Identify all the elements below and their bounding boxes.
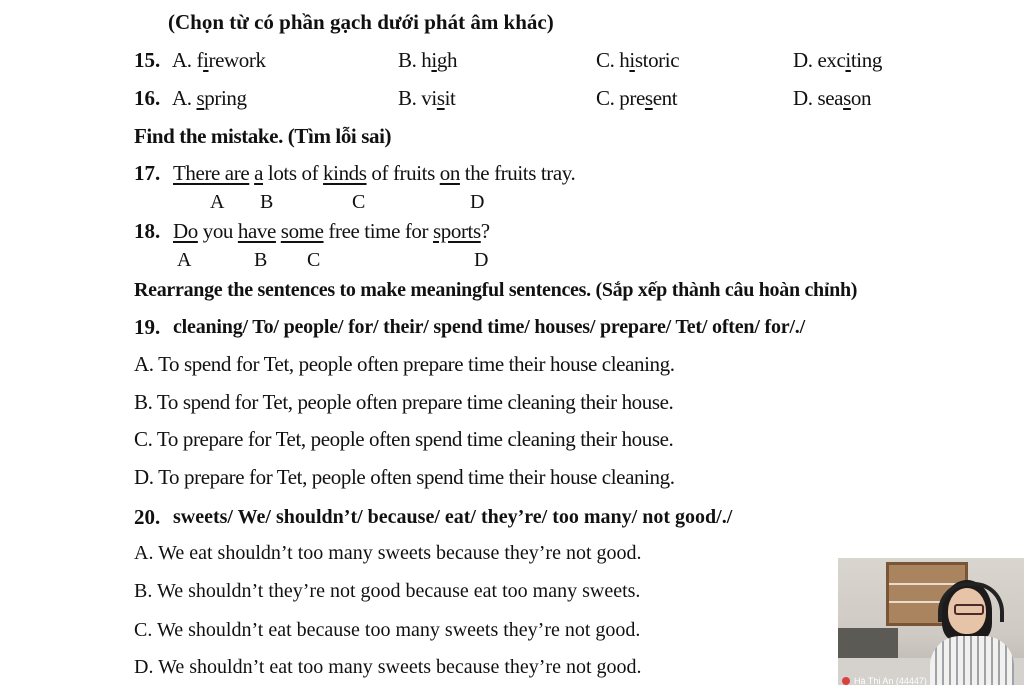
q20-option-c: C. We shouldn’t eat because too many sweets they’re not good. — [134, 619, 641, 641]
q18-label-b: B — [254, 249, 268, 271]
question-19-number: 19. — [134, 315, 161, 339]
q17-part-d: on — [439, 161, 460, 185]
question-15-number: 15. — [134, 48, 161, 72]
q15-option-a: A. firework — [172, 48, 266, 72]
q18-label-a: A — [177, 249, 192, 271]
question-18-number: 18. — [134, 219, 161, 243]
q15-option-b: B. high — [398, 48, 458, 72]
q20-option-b: B. We shouldn’t they’re not good because eat too many sweets. — [134, 580, 641, 602]
q20-option-d: D. We shouldn’t eat too many sweets because they’re not good. — [134, 656, 642, 678]
q18-part-a: Do — [173, 219, 198, 243]
participant-name: Hà Thị An (44447) — [854, 676, 927, 685]
q19-option-a: A. To spend for Tet, people often prepare time their house cleaning. — [134, 352, 675, 376]
q17-part-c: kinds — [323, 161, 367, 185]
q18-label-c: C — [307, 249, 321, 271]
q19-option-d: D. To prepare for Tet, people often spend time their house cleaning. — [134, 465, 675, 489]
q17-label-c: C — [352, 191, 366, 213]
q16-option-b: B. visit — [398, 86, 456, 110]
webcam-video[interactable] — [838, 558, 1024, 685]
question-19-prompt: cleaning/ To/ people/ for/ their/ spend time/ houses/ prepare/ Tet/ often/ for/./ — [173, 316, 805, 338]
q17-label-d: D — [470, 191, 485, 213]
q16-option-a: A. spring — [172, 86, 247, 110]
rearrange-heading: Rearrange the sentences to make meaningful sentences. (Sắp xếp thành câu hoàn chỉnh) — [134, 279, 858, 301]
question-20-prompt: sweets/ We/ shouldn’t/ because/ eat/ they’re/ too many/ not good/./ — [173, 506, 733, 528]
question-16-number: 16. — [134, 86, 161, 110]
pronunciation-instruction: (Chọn từ có phần gạch dưới phát âm khác) — [168, 10, 554, 34]
q20-option-a: A. We eat shouldn’t too many sweets because they’re not good. — [134, 542, 642, 564]
find-mistake-heading: Find the mistake. (Tìm lỗi sai) — [134, 124, 392, 148]
q19-option-c: C. To prepare for Tet, people often spend time cleaning their house. — [134, 427, 674, 451]
question-18-sentence: Do you have some free time for sports? — [173, 219, 490, 243]
presenter-body — [930, 636, 1014, 685]
q15-option-d: D. exciting — [793, 48, 882, 72]
q17-label-b: B — [260, 191, 274, 213]
headset-icon — [938, 582, 1004, 622]
mic-indicator-icon — [842, 677, 850, 685]
q18-part-b: have — [237, 219, 276, 243]
q18-label-d: D — [474, 249, 489, 271]
q18-part-d: sports — [432, 219, 481, 243]
q18-part-c: some — [280, 219, 324, 243]
q19-option-b: B. To spend for Tet, people often prepare time cleaning their house. — [134, 390, 674, 414]
question-17-number: 17. — [134, 161, 161, 185]
question-20-number: 20. — [134, 505, 161, 529]
q16-option-c: C. present — [596, 86, 678, 110]
q17-part-a: There are — [173, 161, 250, 185]
q17-label-a: A — [210, 191, 225, 213]
q16-option-d: D. season — [793, 86, 872, 110]
question-17-sentence: There are a lots of kinds of fruits on the fruits tray. — [173, 161, 576, 185]
q15-option-c: C. historic — [596, 48, 680, 72]
q17-part-b: a — [254, 161, 264, 185]
